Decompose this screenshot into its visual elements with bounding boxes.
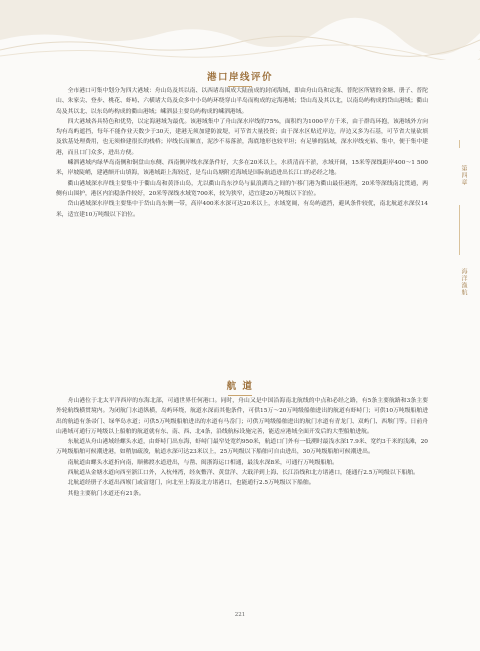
section-title-channels: 航 道 <box>0 378 480 396</box>
paragraph: 全市港口可集中划分为四大港域：舟山岛及其以南、以西诸岛围成大陆前成的封闭海域，即由舟山岛和定海、普陀区所辖的金塘、册子、普陀山、朱家尖、登步、桃花、虾峙、六横诸大岛及众多中小岛屿环绕穿山半岛而构成的定海港域；岱山岛及其以北，以南岛屿构成的岱山港域；衢山岛及其以北、以东岛屿构成的衢山港域；嵊泗县主要岛屿构成的嵊泗港域。 <box>56 88 428 115</box>
paragraph: 西航道从金塘水道向西至浙江口外，入杭州湾，经灰鳖洋、黄盘洋、大戢洋到上海、长江沿线和北方诸港口，能通行2.5万吨级以下船舶。 <box>67 470 419 477</box>
side-tab-chapter: 第四章 <box>460 164 467 186</box>
section-body-channels <box>56 396 428 499</box>
paragraph: 北航道经册子水道出西堠门或富翅门，向北至上海及北方诸港口，也能通行2.5万吨级以下船舶。 <box>67 480 315 487</box>
paragraph: 岱山港域深水岸线主要集中于岱山岛东侧一带，高岸400米水深可达20米以上，水域宽阔，有岛屿遮挡，避风条件较优，南北航道水深仅14米，适宜建10万吨级以下泊位。 <box>56 201 428 218</box>
side-divider <box>459 140 460 148</box>
paragraph: 四大港域各具特色和优势，以定海港域为最优。该港域集中了舟山深水岸线的75%，面积约为1000平方千米，由于群岛环抱，该港域外方向均有岛屿遮挡，每年不能作业天数少于30天，建港无须加建防波堤，可节省大量投资；由于深水区贴近岸边，岸边又多为石基，可节省大量砍填及软基处理费用，也无须修建很长的栈桥；岸线长而顺直，泥沙不易落淤，海底地形也较平坦；有足够的陆域，深水岸线充裕、集中，便于集中建港，而且口门众多，进出方便。 <box>56 118 428 156</box>
section-title-port-evaluation: 港口岸线评价 <box>0 69 480 87</box>
section-body-port-evaluation <box>56 86 428 220</box>
side-divider <box>459 205 460 255</box>
paragraph: 舟山港位于北太平洋西岸的东海北部，可通世界任何港口。同时，舟山又是中国沿海南北航线的中点和必经之路，有5条主要航路和3条主要外轮航线横贯境内。为闭航门水道纵横，岛屿环绕，航道水深而其他条件，可供15万～20万吨级船舶进出的航道有虾峙门；可供10万吨级船舶进出的航道有条帚门、绿华岛水道；可供5万吨级船舶进出的水道有马岙门；可供万吨级船舶进出的航门水道有青龙门、双屿门、西堠门等。日前舟山港域可通行万吨级以上船舶的航道就有东、南、西、北4条，沿线航标设施完善，能适应港域全面开发后的大型船舶进航。 <box>56 398 428 435</box>
side-tab-section: 海洋渔航 <box>460 268 467 296</box>
paragraph: 南航道由螺头水道折向南，顺佛渡水道进出，与凿、闽浙海运口相通，最浅水深8米，可通行万吨级船舶。 <box>67 459 338 466</box>
page-number: 221 <box>234 612 246 618</box>
paragraph: 嵊泗港域内绿华岛南侧和铜盘山东侧、西南侧岸线水深条件好，大多在20米以上，水质清而不淤，水域开阔，15米等深线距岸400～1 500米，岸坡陡峭，建港颇开山填海，该港域距上海较近，是鸟山岛塘附近海域是国际航道进出长江口的必经之地。 <box>56 160 428 177</box>
paragraph: 其他主要航门水道还有21条。 <box>67 490 145 497</box>
paragraph: 东航道从舟山港域经螺头水道，由虾峙门出东海，虾峙门最窄处宽约950米，航道口门外有一低溯时最浅水深17.9米、宽约3千米的浅滩，20万吨级船舶可候潮进港，如稍加疏浚，航道水深可达23米以上，25万吨级以下船舶可自由进出，30万吨级船舶可候潮进出。 <box>56 439 428 456</box>
mountain-ink-decoration <box>0 0 480 60</box>
paragraph: 衢山港域深水岸线主要集中于衢山岛和黄泽山岛，尤以衢山岛东沙岛与鼠浪湖岛之间的乍移门港为衢山最佳港湾，20米等深线南北贯通，两侧有山围护，港区内泊稳条件较好，20米等深线水域宽700米，较为狭窄，适宜建20万吨级以下泊位。 <box>56 180 428 197</box>
